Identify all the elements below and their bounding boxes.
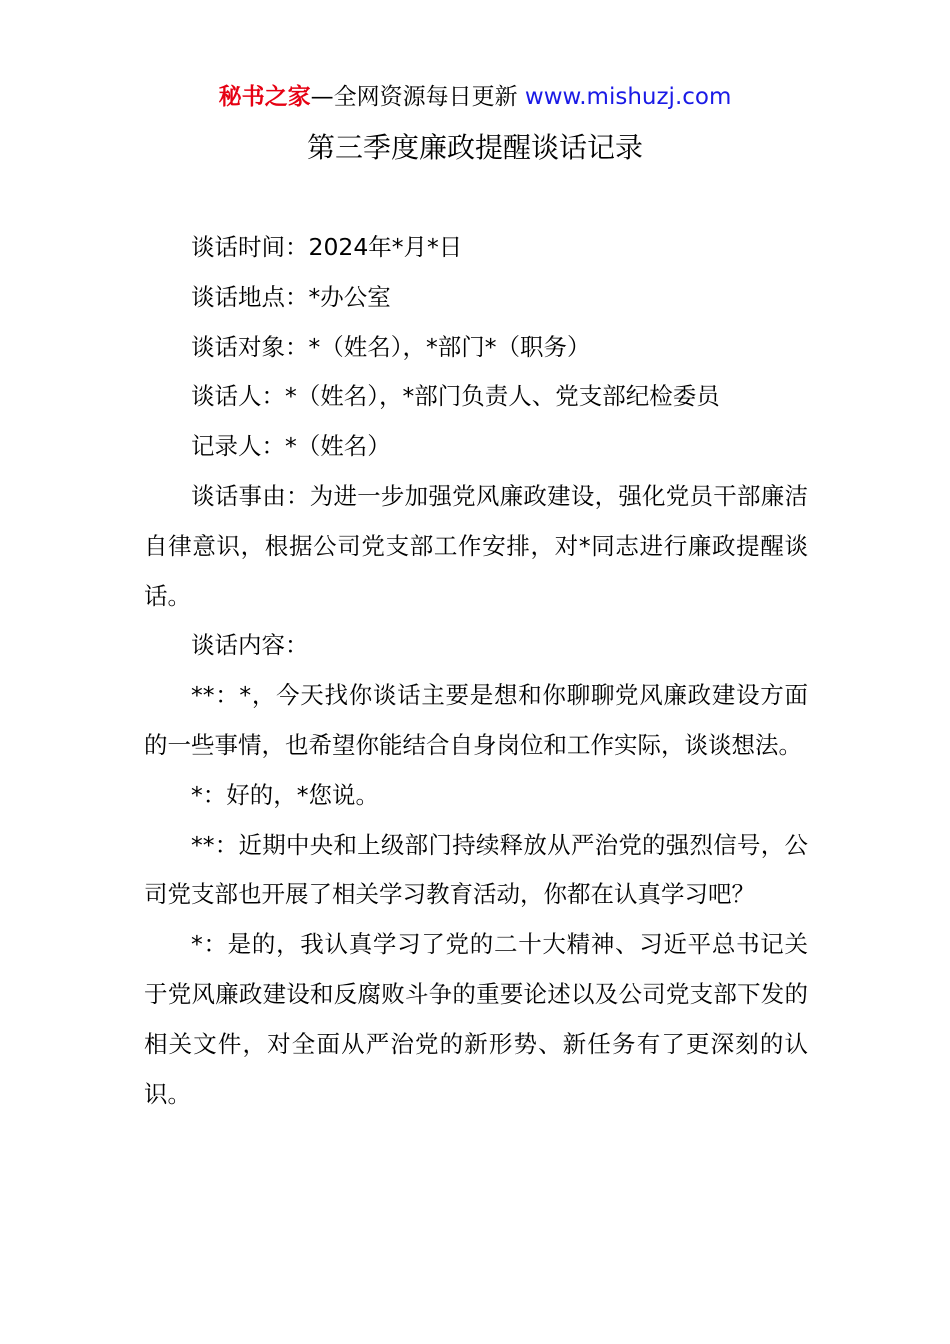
header-slogan: —全网资源每日更新 — [310, 84, 525, 110]
meeting-reason: 谈话事由：为进一步加强党风廉政建设，强化党员干部廉洁自律意识，根据公司党支部工作安排，对*同志进行廉政提醒谈话。 — [144, 481, 808, 610]
document-title: 第三季度廉政提醒谈话记录 — [306, 131, 643, 164]
site-url-link[interactable]: www.mishuzj.com — [524, 84, 732, 110]
meeting-time: 谈话时间：2024年*月*日 — [191, 233, 463, 261]
meeting-speaker: 谈话人：*（姓名），*部门负责人、党支部纪检委员 — [191, 382, 720, 411]
document-body — [144, 223, 808, 1119]
dialogue-paragraph: *：好的，*您说。 — [191, 780, 379, 809]
brand-name: 秘书之家 — [218, 84, 311, 110]
meeting-location: 谈话地点：*办公室 — [191, 282, 391, 311]
meeting-content-label: 谈话内容： — [191, 631, 309, 660]
meeting-subject: 谈话对象：*（姓名），*部门*（职务） — [191, 332, 591, 361]
dialogue-paragraph: **：*，今天找你谈话主要是想和你聊聊党风廉政建设方面的一些事情，也希望你能结合自身岗位和工作实际，谈谈想法。 — [144, 681, 808, 759]
site-header — [0, 80, 950, 114]
dialogue-paragraph: *：是的，我认真学习了党的二十大精神、习近平总书记关于党风廉政建设和反腐败斗争的重要论述以及公司党支部下发的相关文件，对全面从严治党的新形势、新任务有了更深刻的认识。 — [144, 930, 808, 1108]
dialogue-paragraph: **：近期中央和上级部门持续释放从严治党的强烈信号，公司党支部也开展了相关学习教育活动，你都在认真学习吧？ — [144, 830, 808, 909]
meeting-recorder: 记录人：*（姓名） — [191, 432, 391, 461]
